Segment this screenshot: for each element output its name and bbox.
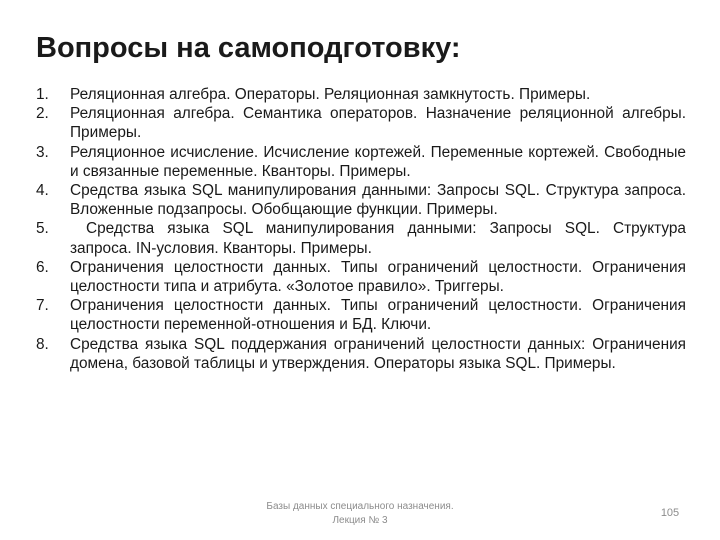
- item-number: 1.: [36, 86, 49, 103]
- item-text: Ограничения целостности данных. Типы ограничений целостности. Ограничения целостности типа и атрибута. «Золотое правило». Триггеры.: [70, 258, 686, 296]
- item-number: 2.: [36, 105, 49, 123]
- item-text: Средства языка SQL манипулирования данными: Запросы SQL. Структура запроса. Вложенные подзапросы. Обобщающие функции. Примеры.: [70, 182, 686, 219]
- list-item: [36, 258, 686, 296]
- page-number: 105: [660, 507, 680, 519]
- item-text: Ограничения целостности данных. Типы ограничений целостности. Ограничения целостности переменной-отношения и БД. Ключи.: [70, 297, 686, 334]
- slide-title: Вопросы на самоподготовку:: [36, 32, 461, 64]
- item-number: 4.: [36, 182, 49, 200]
- item-number: 5.: [36, 220, 49, 238]
- list-item: [36, 219, 686, 257]
- list-item: [36, 335, 686, 373]
- item-number: 6.: [36, 258, 49, 276]
- footer-lecture-number: Лекция № 3: [332, 515, 388, 526]
- item-text: Реляционная алгебра. Семантика операторов. Назначение реляционной алгебры. Примеры.: [70, 105, 686, 142]
- item-number: 3.: [36, 143, 49, 161]
- item-text: Реляционное исчисление. Исчисление кортежей. Переменные кортежей. Свободные и связанные переменные. Кванторы. Примеры.: [70, 143, 686, 180]
- item-number: 7.: [36, 297, 49, 315]
- list-item: [36, 143, 686, 181]
- footer: [240, 500, 480, 528]
- list-item: [36, 85, 686, 104]
- item-text: Реляционная алгебра. Операторы. Реляционная замкнутость. Примеры.: [70, 86, 591, 103]
- item-text: Средства языка SQL поддержания ограничений целостности данных: Ограничения домена, базовой таблицы и утверждения. Операторы языка SQL. Примеры.: [70, 335, 686, 372]
- list-item: [36, 296, 686, 334]
- question-list: [36, 85, 686, 373]
- list-item: [36, 181, 686, 219]
- item-number: 8.: [36, 335, 49, 353]
- footer-course-title: Базы данных специального назначения.: [266, 501, 454, 512]
- item-text: Средства языка SQL манипулирования данными: Запросы SQL. Структура запроса. IN-условия. Кванторы. Примеры.: [70, 220, 686, 257]
- list-item: [36, 104, 686, 142]
